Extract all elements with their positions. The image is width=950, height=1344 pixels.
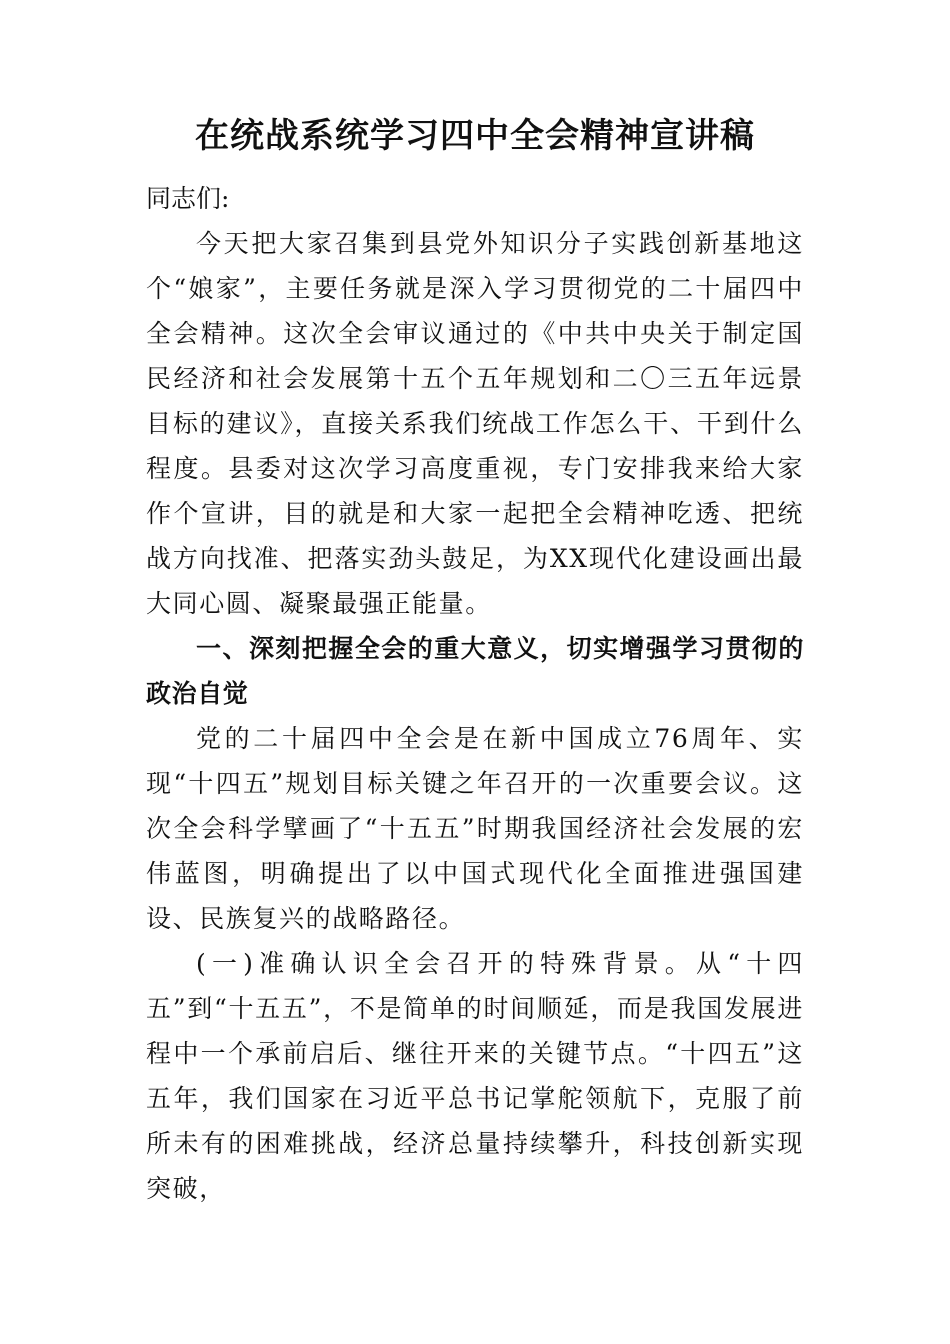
salutation: 同志们: (146, 184, 230, 213)
subsection-1-text: 从“十四五”到“十五五”，不是简单的时间顺延，而是我国发展进程中一个承前启后、继往开来的关键节点。“十四五”这五年，我们国家在习近平总书记掌舵领航下，克服了前所未有的困难挑战，经济总量持续攀升，科技创新实现突破， (146, 949, 804, 1203)
section-heading-1: 一、深刻把握全会的重大意义，切实增强学习贯彻的政治自觉 (146, 634, 804, 708)
document-body (146, 176, 804, 1211)
section-1-paragraph: 党的二十届四中全会是在新中国成立76周年、实现“十四五”规划目标关键之年召开的一次重要会议。这次全会科学擘画了“十五五”时期我国经济社会发展的宏伟蓝图，明确提出了以中国式现代化全面推进强国建设、民族复兴的战略路径。 (146, 724, 804, 933)
intro-paragraph: 今天把大家召集到县党外知识分子实践创新基地这个“娘家”，主要任务就是深入学习贯彻党的二十届四中全会精神。这次全会审议通过的《中共中央关于制定国民经济和社会发展第十五个五年规划和二〇三五年远景目标的建议》，直接关系我们统战工作怎么干、干到什么程度。县委对这次学习高度重视，专门安排我来给大家作个宣讲，目的就是和大家一起把全会精神吃透、把统战方向找准、把落实劲头鼓足，为XX现代化建设画出最大同心圆、凝聚最强正能量。 (146, 229, 804, 618)
subsection-1-lead: (一)准确认识全会召开的特殊背景。 (196, 949, 696, 978)
subsection-1-paragraph (146, 941, 804, 1211)
page-title: 在统战系统学习四中全会精神宣讲稿 (195, 116, 755, 156)
